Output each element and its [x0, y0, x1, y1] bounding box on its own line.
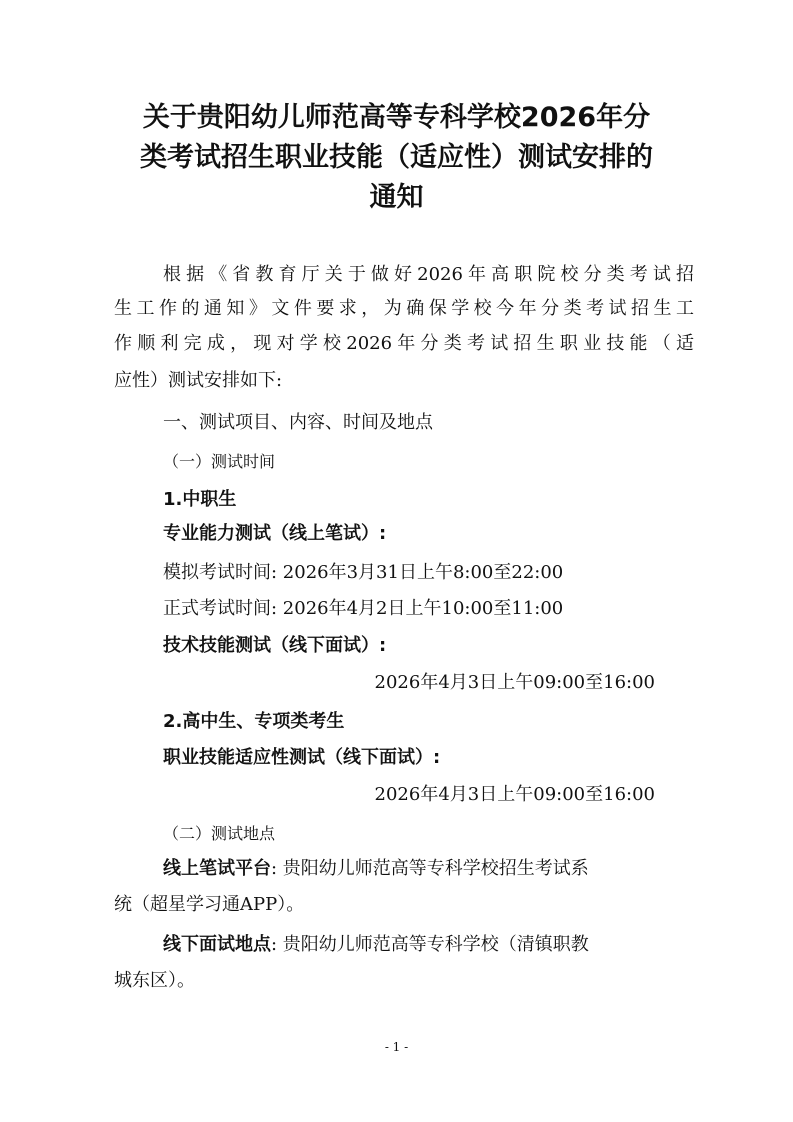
- intro-line-1: 根据《省教育厅关于做好2026年高职院校分类考试招: [163, 264, 694, 285]
- intro-line-2: 生工作的通知》文件要求，为确保学校今年分类考试招生工: [114, 298, 694, 319]
- offline-skill-test-time: 2026年4月3日上午09:00至16:00: [374, 672, 655, 693]
- title-line-1: 关于贵阳幼儿师范高等专科学校2026年分: [142, 102, 651, 133]
- intro-line-3: 作顺利完成，现对学校2026年分类考试招生职业技能（适: [114, 333, 694, 354]
- notice-title: [100, 98, 693, 218]
- online-test-label: 专业能力测试（线上笔试）:: [163, 523, 387, 544]
- offline-location-line-1: [163, 933, 676, 957]
- adaptability-test-label: 职业技能适应性测试（线下面试）:: [163, 747, 441, 768]
- offline-location-line-2: 城东区）。: [114, 970, 195, 991]
- mock-exam-time: 模拟考试时间: 2026年3月31日上午8:00至22:00: [163, 562, 564, 583]
- section-heading-1: 一、测试项目、内容、时间及地点: [163, 412, 433, 433]
- group-highschool-heading: 2.高中生、专项类考生: [163, 711, 345, 732]
- online-platform-text: : 贵阳幼儿师范高等专科学校招生考试系: [271, 858, 589, 879]
- intro-line-4: 应性）测试安排如下:: [114, 370, 283, 391]
- subsection-test-time: （一）测试时间: [163, 452, 276, 471]
- online-platform-line-2: 统（超星学习通APP）。: [114, 894, 305, 915]
- online-platform-line-1: [163, 857, 676, 881]
- formal-exam-time: 正式考试时间: 2026年4月2日上午10:00至11:00: [163, 598, 564, 619]
- page-number: - 1 -: [384, 1040, 409, 1054]
- group-vocational-heading: 1.中职生: [163, 489, 237, 510]
- subsection-test-location: （二）测试地点: [163, 824, 276, 843]
- title-line-3: 通知: [369, 182, 424, 213]
- offline-location-text: : 贵阳幼儿师范高等专科学校（清镇职教: [271, 934, 589, 955]
- offline-skill-test-label: 技术技能测试（线下面试）:: [163, 635, 387, 656]
- title-line-2: 类考试招生职业技能（适应性）测试安排的: [140, 142, 653, 173]
- adaptability-test-time: 2026年4月3日上午09:00至16:00: [374, 784, 655, 805]
- online-platform-label: 线上笔试平台: [163, 858, 271, 879]
- offline-location-label: 线下面试地点: [163, 934, 271, 955]
